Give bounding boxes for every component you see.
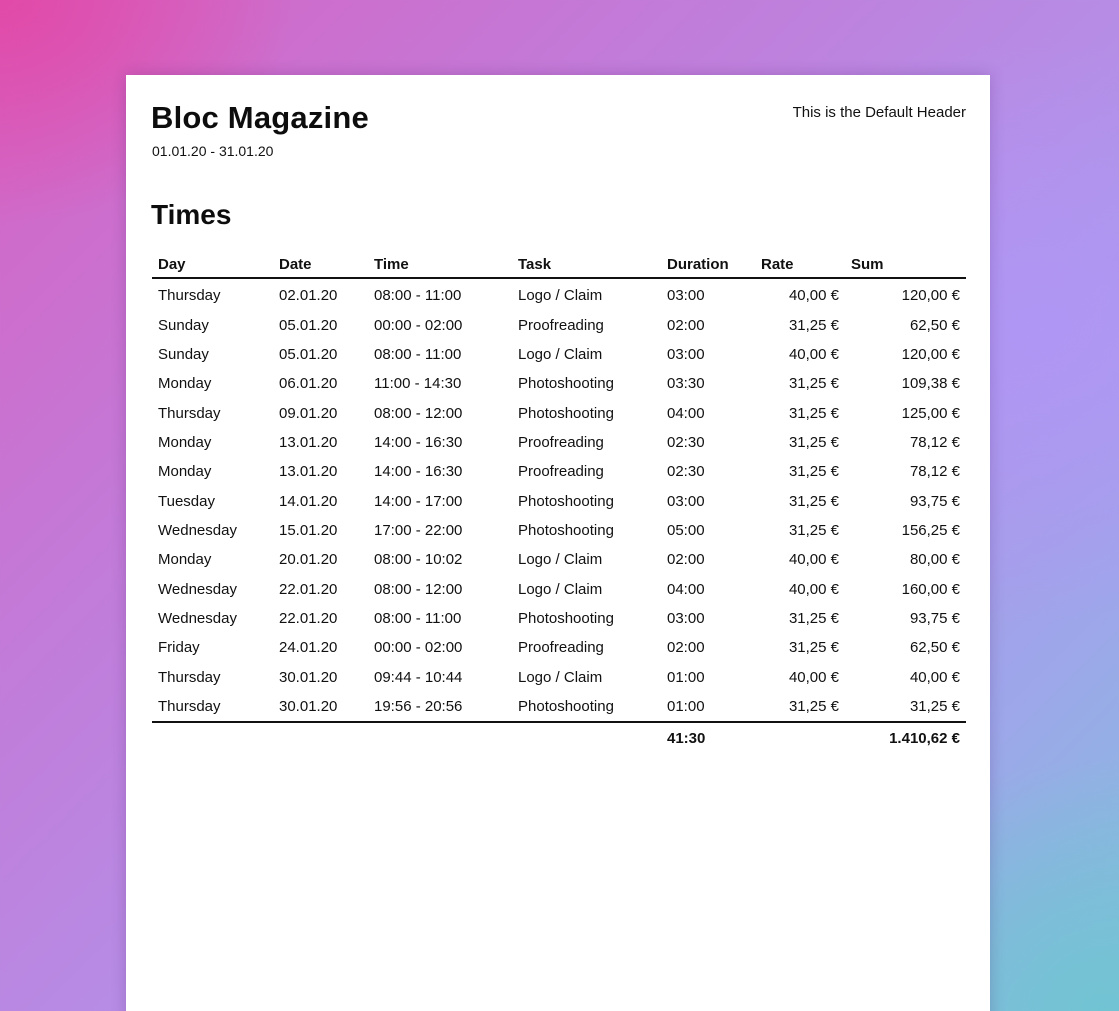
cell-time: 19:56 - 20:56 xyxy=(374,697,463,715)
total-sum: 1.410,62 € xyxy=(845,722,966,754)
cell-rate: 40,00 € xyxy=(788,345,839,363)
column-header-rate: Rate xyxy=(755,252,845,278)
cell-task: Photoshooting xyxy=(518,697,614,715)
cell-date: 05.01.20 xyxy=(279,316,338,334)
table-row xyxy=(152,340,966,369)
cell-duration: 03:00 xyxy=(667,345,705,363)
table-row xyxy=(152,398,966,427)
cell-time: 08:00 - 12:00 xyxy=(374,580,463,598)
cell-task: Photoshooting xyxy=(518,404,614,422)
cell-day: Thursday xyxy=(158,287,221,305)
times-section-title: Times xyxy=(151,199,232,230)
cell-task: Photoshooting xyxy=(518,521,614,539)
cell-sum: 80,00 € xyxy=(909,551,960,569)
cell-date: 24.01.20 xyxy=(279,639,338,657)
column-header-task: Task xyxy=(512,252,661,278)
cell-date: 09.01.20 xyxy=(279,404,338,422)
cell-time: 08:00 - 12:00 xyxy=(374,404,463,422)
cell-time: 14:00 - 17:00 xyxy=(374,492,463,510)
cell-duration: 01:00 xyxy=(667,668,705,686)
cell-sum: 93,75 € xyxy=(909,609,960,627)
cell-date: 14.01.20 xyxy=(279,492,338,510)
cell-rate: 31,25 € xyxy=(788,404,839,422)
cell-task: Photoshooting xyxy=(518,492,614,510)
cell-day: Friday xyxy=(158,639,200,657)
cell-time: 08:00 - 11:00 xyxy=(374,287,462,305)
cell-day: Sunday xyxy=(158,345,209,363)
table-row xyxy=(152,692,966,722)
cell-duration: 03:00 xyxy=(667,609,705,627)
cell-rate: 31,25 € xyxy=(788,492,839,510)
cell-date: 13.01.20 xyxy=(279,433,338,451)
column-header-date: Date xyxy=(273,252,368,278)
cell-task: Proofreading xyxy=(518,463,604,481)
document-period: 01.01.20 - 31.01.20 xyxy=(152,143,274,159)
cell-date: 22.01.20 xyxy=(279,580,338,598)
cell-date: 13.01.20 xyxy=(279,463,338,481)
total-duration: 41:30 xyxy=(661,722,755,754)
cell-rate: 31,25 € xyxy=(788,609,839,627)
cell-time: 17:00 - 22:00 xyxy=(374,521,463,539)
cell-rate: 31,25 € xyxy=(788,316,839,334)
cell-date: 15.01.20 xyxy=(279,521,338,539)
cell-sum: 125,00 € xyxy=(901,404,960,422)
table-row xyxy=(152,604,966,633)
cell-task: Logo / Claim xyxy=(518,345,603,363)
cell-date: 20.01.20 xyxy=(279,551,338,569)
cell-time: 09:44 - 10:44 xyxy=(374,668,463,686)
cell-duration: 03:00 xyxy=(667,492,705,510)
cell-date: 30.01.20 xyxy=(279,697,338,715)
cell-sum: 62,50 € xyxy=(909,639,960,657)
column-header-day: Day xyxy=(152,252,273,278)
table-row xyxy=(152,516,966,545)
cell-rate: 40,00 € xyxy=(788,668,839,686)
table-row xyxy=(152,486,966,515)
cell-sum: 62,50 € xyxy=(909,316,960,334)
table-row xyxy=(152,662,966,691)
cell-duration: 04:00 xyxy=(667,580,705,598)
cell-day: Wednesday xyxy=(158,521,237,539)
document-page xyxy=(126,75,990,1011)
cell-duration: 02:00 xyxy=(667,551,705,569)
cell-task: Logo / Claim xyxy=(518,551,603,569)
cell-sum: 160,00 € xyxy=(901,580,960,598)
cell-duration: 02:30 xyxy=(667,433,705,451)
cell-sum: 109,38 € xyxy=(901,375,960,393)
cell-duration: 04:00 xyxy=(667,404,705,422)
cell-duration: 02:00 xyxy=(667,316,705,334)
table-row xyxy=(152,428,966,457)
table-row xyxy=(152,574,966,603)
table-row xyxy=(152,369,966,398)
cell-day: Thursday xyxy=(158,668,221,686)
cell-task: Photoshooting xyxy=(518,375,614,393)
cell-day: Monday xyxy=(158,551,212,569)
cell-rate: 31,25 € xyxy=(788,521,839,539)
cell-day: Thursday xyxy=(158,697,221,715)
cell-day: Sunday xyxy=(158,316,209,334)
cell-day: Monday xyxy=(158,375,212,393)
cell-time: 00:00 - 02:00 xyxy=(374,639,463,657)
cell-time: 14:00 - 16:30 xyxy=(374,463,463,481)
cell-date: 05.01.20 xyxy=(279,345,338,363)
cell-task: Photoshooting xyxy=(518,609,614,627)
cell-day: Wednesday xyxy=(158,609,237,627)
column-header-sum: Sum xyxy=(845,252,966,278)
cell-day: Wednesday xyxy=(158,580,237,598)
cell-time: 00:00 - 02:00 xyxy=(374,316,463,334)
table-row xyxy=(152,278,966,310)
times-table xyxy=(152,252,966,754)
cell-task: Logo / Claim xyxy=(518,580,603,598)
default-header-text: This is the Default Header xyxy=(792,104,966,121)
cell-duration: 02:00 xyxy=(667,639,705,657)
cell-duration: 01:00 xyxy=(667,697,705,715)
table-row xyxy=(152,633,966,662)
cell-rate: 31,25 € xyxy=(788,375,839,393)
table-row xyxy=(152,457,966,486)
cell-task: Proofreading xyxy=(518,316,604,334)
cell-rate: 40,00 € xyxy=(788,287,839,305)
cell-duration: 03:30 xyxy=(667,375,705,393)
cell-date: 22.01.20 xyxy=(279,609,338,627)
cell-duration: 05:00 xyxy=(667,521,705,539)
cell-rate: 31,25 € xyxy=(788,639,839,657)
cell-date: 30.01.20 xyxy=(279,668,338,686)
document-title: Bloc Magazine xyxy=(151,100,369,135)
cell-time: 14:00 - 16:30 xyxy=(374,433,463,451)
cell-day: Monday xyxy=(158,433,212,451)
column-header-time: Time xyxy=(368,252,512,278)
cell-date: 02.01.20 xyxy=(279,287,338,305)
cell-task: Logo / Claim xyxy=(518,668,603,686)
cell-sum: 120,00 € xyxy=(901,345,960,363)
table-row xyxy=(152,310,966,339)
table-header-row xyxy=(152,252,966,278)
cell-time: 11:00 - 14:30 xyxy=(374,375,462,393)
cell-date: 06.01.20 xyxy=(279,375,338,393)
cell-task: Logo / Claim xyxy=(518,287,603,305)
cell-sum: 78,12 € xyxy=(909,433,960,451)
cell-rate: 31,25 € xyxy=(788,433,839,451)
cell-sum: 93,75 € xyxy=(909,492,960,510)
cell-time: 08:00 - 11:00 xyxy=(374,609,462,627)
cell-rate: 31,25 € xyxy=(788,463,839,481)
cell-day: Thursday xyxy=(158,404,221,422)
cell-task: Proofreading xyxy=(518,639,604,657)
cell-sum: 120,00 € xyxy=(901,287,960,305)
column-header-duration: Duration xyxy=(661,252,755,278)
cell-sum: 40,00 € xyxy=(909,668,960,686)
cell-rate: 40,00 € xyxy=(788,580,839,598)
cell-duration: 03:00 xyxy=(667,287,705,305)
cell-duration: 02:30 xyxy=(667,463,705,481)
totals-row xyxy=(152,722,966,754)
cell-sum: 31,25 € xyxy=(909,697,960,715)
cell-day: Tuesday xyxy=(158,492,215,510)
cell-rate: 31,25 € xyxy=(788,697,839,715)
cell-sum: 78,12 € xyxy=(909,463,960,481)
cell-rate: 40,00 € xyxy=(788,551,839,569)
cell-task: Proofreading xyxy=(518,433,604,451)
cell-sum: 156,25 € xyxy=(901,521,960,539)
table-row xyxy=(152,545,966,574)
cell-time: 08:00 - 10:02 xyxy=(374,551,463,569)
cell-day: Monday xyxy=(158,463,212,481)
cell-time: 08:00 - 11:00 xyxy=(374,345,462,363)
